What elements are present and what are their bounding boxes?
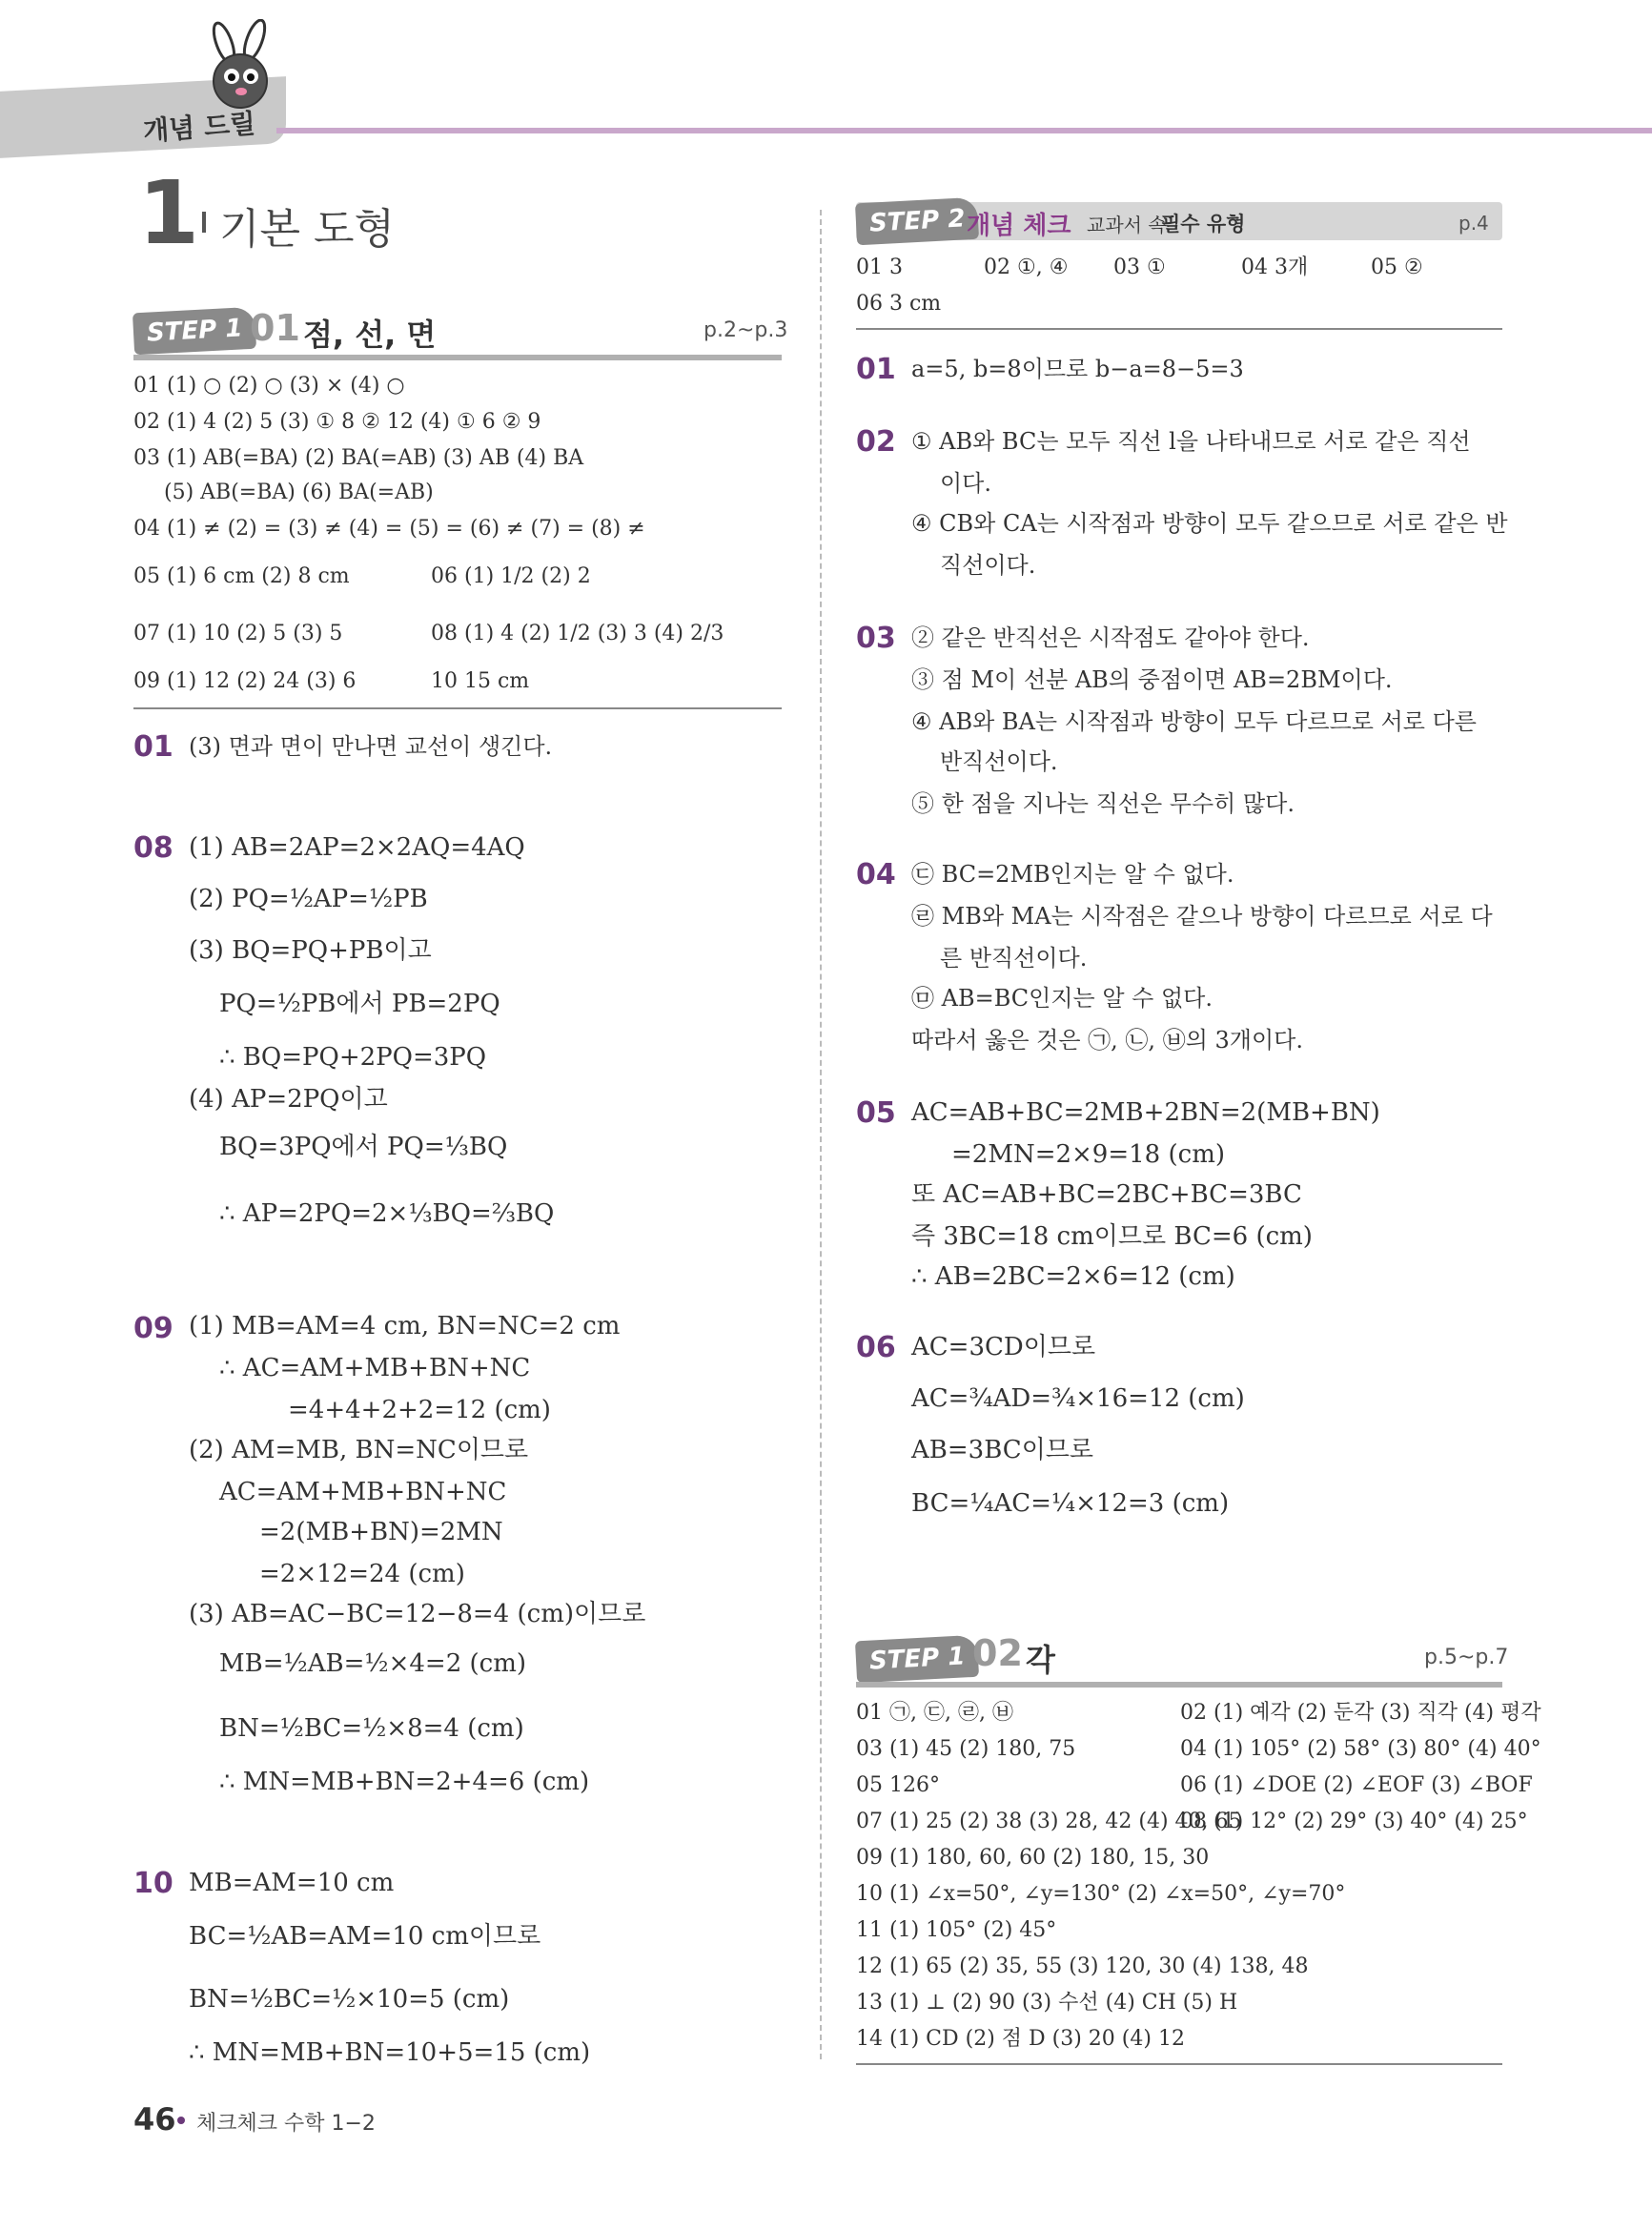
answer-line: 05 ② <box>1371 256 1423 279</box>
solution-line: ② 같은 반직선은 시작점도 같아야 한다. <box>911 624 1310 651</box>
solution-line: AC=AB+BC=2MB+2BN=2(MB+BN) <box>911 1098 1380 1127</box>
solution-line: ⑤ 한 점을 지나는 직선은 무수히 많다. <box>911 790 1295 817</box>
solution-line: =4+4+2+2=12 (cm) <box>288 1396 551 1424</box>
answer-line: 03 (1) AB(=BA) (2) BA(=AB) (3) AB (4) BA <box>133 446 584 470</box>
solution-line: AC=3CD이므로 <box>911 1333 1096 1361</box>
page-number: 46 <box>133 2101 176 2138</box>
solution-line: 반직선이다. <box>940 748 1058 775</box>
solution-number: 09 <box>133 1312 173 1345</box>
answer-line: 09 (1) 12 (2) 24 (3) 6 <box>133 669 357 693</box>
solution-line: 즉 3BC=18 cm이므로 BC=6 (cm) <box>911 1222 1313 1251</box>
solution-line: AB=3BC이므로 <box>911 1436 1094 1464</box>
answer-line: 01 ㉠, ㉢, ㉣, ㉥ <box>856 1701 1013 1725</box>
solution-line: 이다. <box>940 470 991 497</box>
answer-line: 06 3 cm <box>856 292 942 316</box>
solution-line: ④ AB와 BA는 시작점과 방향이 모두 다르므로 서로 다른 <box>911 708 1477 735</box>
step2-title: 개념 체크 <box>967 212 1071 240</box>
rabbit-mascot-icon <box>195 19 286 114</box>
solution-text: (3) 면과 면이 만나면 교선이 생긴다. <box>189 733 553 760</box>
solution-line: BN=½BC=½×10=5 (cm) <box>189 1985 510 2014</box>
answer-line: (5) AB(=BA) (6) BA(=AB) <box>164 481 434 504</box>
solution-line: MB=AM=10 cm <box>189 1869 395 1897</box>
solution-line: ∴ BQ=PQ+2PQ=3PQ <box>219 1043 487 1072</box>
answer-line: 02 (1) 4 (2) 5 (3) ① 8 ② 12 (4) ① 6 ② 9 <box>133 410 541 434</box>
answer-line: 03 ① <box>1113 256 1166 279</box>
section-title: 점, 선, 면 <box>303 317 437 353</box>
section-number: 02 <box>972 1632 1023 1674</box>
solution-line: MB=½AB=½×4=2 (cm) <box>219 1649 527 1678</box>
answer-line: 04 (1) 105° (2) 58° (3) 80° (4) 40° <box>1180 1737 1541 1761</box>
divider <box>856 2063 1502 2065</box>
step1-badge: STEP 1 <box>133 307 257 356</box>
answer-line: 07 (1) 25 (2) 38 (3) 28, 42 (4) 40, 65 <box>856 1810 1242 1833</box>
solution-number: 08 <box>133 831 173 865</box>
solution-line: ∴ MN=MB+BN=2+4=6 (cm) <box>219 1768 590 1796</box>
solution-number: 01 <box>133 730 173 764</box>
answer-line: 10 15 cm <box>431 669 530 693</box>
solution-number: 01 <box>856 353 896 386</box>
section-bar <box>133 355 782 360</box>
solution-line: BN=½BC=½×8=4 (cm) <box>219 1714 524 1743</box>
solution-line: ④ CB와 CA는 시작점과 방향이 모두 같으므로 서로 같은 반 <box>911 510 1508 537</box>
answer-line: 07 (1) 10 (2) 5 (3) 5 <box>133 622 343 645</box>
solution-number: 06 <box>856 1331 896 1364</box>
solution-line: ㉤ AB=BC인지는 알 수 없다. <box>911 985 1213 1012</box>
answer-line: 03 (1) 45 (2) 180, 75 <box>856 1737 1076 1761</box>
answer-line: 14 (1) CD (2) 점 D (3) 20 (4) 12 <box>856 2027 1185 2051</box>
solution-line: ∴ AC=AM+MB+BN+NC <box>219 1354 531 1382</box>
solution-line: ③ 점 M이 선분 AB의 중점이면 AB=2BM이다. <box>911 666 1393 693</box>
solution-line: 른 반직선이다. <box>940 945 1088 972</box>
solution-number: 03 <box>856 622 896 655</box>
step2-page: p.4 <box>1458 212 1489 235</box>
chapter-divider <box>202 212 206 233</box>
answer-line: 08 (1) 12° (2) 29° (3) 40° (4) 25° <box>1180 1810 1528 1833</box>
solution-line: 또 AC=AB+BC=2BC+BC=3BC <box>911 1180 1302 1209</box>
solution-line: (4) AP=2PQ이고 <box>189 1085 388 1114</box>
solution-line: (2) AM=MB, BN=NC이므로 <box>189 1436 529 1464</box>
solution-line: BC=½AB=AM=10 cm이므로 <box>189 1922 541 1951</box>
solution-line: =2MN=2×9=18 (cm) <box>951 1140 1225 1169</box>
solution-line: ∴ MN=MB+BN=10+5=15 (cm) <box>189 2038 591 2067</box>
divider <box>856 328 1502 330</box>
solution-line: 따라서 옳은 것은 ㉠, ㉡, ㉥의 3개이다. <box>911 1027 1303 1054</box>
solution-line: 직선이다. <box>940 552 1036 579</box>
step1-badge: STEP 1 <box>855 1635 980 1684</box>
section-bar <box>856 1682 1502 1688</box>
solution-line: ∴ AB=2BC=2×6=12 (cm) <box>911 1262 1235 1291</box>
step2-subtitle: 교과서 속 <box>1087 214 1167 236</box>
solution-number: 05 <box>856 1096 896 1130</box>
answer-line: 04 (1) ≠ (2) = (3) ≠ (4) = (5) = (6) ≠ (7) = (8) ≠ <box>133 517 645 541</box>
step2-subtitle-bold: 필수 유형 <box>1161 213 1246 235</box>
answer-line: 08 (1) 4 (2) 1/2 (3) 3 (4) 2/3 <box>431 622 724 645</box>
answer-line: 11 (1) 105° (2) 45° <box>856 1918 1057 1942</box>
solution-text: a=5, b=8이므로 b−a=8−5=3 <box>911 356 1244 382</box>
section-pages: p.5~p.7 <box>1424 1646 1509 1669</box>
solution-line: ∴ AP=2PQ=2×⅓BQ=⅔BQ <box>219 1199 555 1228</box>
answer-line: 04 3개 <box>1241 256 1309 279</box>
solution-line: =2×12=24 (cm) <box>259 1560 465 1588</box>
answer-line: 12 (1) 65 (2) 35, 55 (3) 120, 30 (4) 138, 48 <box>856 1954 1309 1978</box>
chapter-number: 1 <box>138 162 198 264</box>
solution-line: AC=AM+MB+BN+NC <box>219 1478 507 1506</box>
answer-line: 05 (1) 6 cm (2) 8 cm <box>133 564 350 588</box>
solution-number: 04 <box>856 858 896 891</box>
answer-line: 01 (1) ○ (2) ○ (3) × (4) ○ <box>133 374 405 398</box>
solution-line: BC=¼AC=¼×12=3 (cm) <box>911 1489 1230 1518</box>
solution-line: BQ=3PQ에서 PQ=⅓BQ <box>219 1133 508 1161</box>
section-title: 각 <box>1026 1642 1055 1678</box>
answer-line: 06 (1) ∠DOE (2) ∠EOF (3) ∠BOF <box>1180 1773 1533 1797</box>
column-divider <box>820 210 822 2059</box>
answer-line: 02 (1) 예각 (2) 둔각 (3) 직각 (4) 평각 <box>1180 1701 1541 1725</box>
solution-line: (3) BQ=PQ+PB이고 <box>189 936 432 965</box>
section-pages: p.2~p.3 <box>704 318 788 342</box>
divider <box>133 707 782 709</box>
solution-number: 02 <box>856 425 896 459</box>
solution-line: (2) PQ=½AP=½PB <box>189 885 428 913</box>
solution-line: ① AB와 BC는 모두 직선 l을 나타내므로 서로 같은 직선 <box>911 428 1471 455</box>
answer-line: 06 (1) 1/2 (2) 2 <box>431 564 591 588</box>
section-number: 01 <box>250 307 300 349</box>
chapter-title: 기본 도형 <box>219 205 396 254</box>
answer-line: 10 (1) ∠x=50°, ∠y=130° (2) ∠x=50°, ∠y=70° <box>856 1882 1346 1906</box>
book-title: 체크체크 수학 1−2 <box>196 2112 376 2136</box>
solution-line: (1) AB=2AP=2×2AQ=4AQ <box>189 833 525 862</box>
solution-line: PQ=½PB에서 PB=2PQ <box>219 990 500 1018</box>
answer-line: 01 3 <box>856 256 903 279</box>
answer-line: 13 (1) ⊥ (2) 90 (3) 수선 (4) CH (5) H <box>856 1991 1238 2015</box>
header-rule <box>276 128 1652 133</box>
step2-badge: STEP 2 <box>855 197 980 246</box>
solution-number: 10 <box>133 1867 173 1900</box>
bullet-icon <box>177 2117 185 2124</box>
answer-line: 02 ①, ④ <box>984 256 1069 279</box>
solution-line: (3) AB=AC−BC=12−8=4 (cm)이므로 <box>189 1600 646 1628</box>
solution-line: ㉣ MB와 MA는 시작점은 같으나 방향이 다르므로 서로 다 <box>911 903 1493 930</box>
solution-line: ㉢ BC=2MB인지는 알 수 없다. <box>911 861 1234 888</box>
banner-label: 개념 드릴 <box>142 107 257 148</box>
answer-line: 05 126° <box>856 1773 940 1797</box>
solution-line: AC=¾AD=¾×16=12 (cm) <box>911 1384 1245 1413</box>
solution-line: =2(MB+BN)=2MN <box>259 1518 503 1546</box>
answer-line: 09 (1) 180, 60, 60 (2) 180, 15, 30 <box>856 1846 1210 1870</box>
solution-line: (1) MB=AM=4 cm, BN=NC=2 cm <box>189 1312 621 1340</box>
